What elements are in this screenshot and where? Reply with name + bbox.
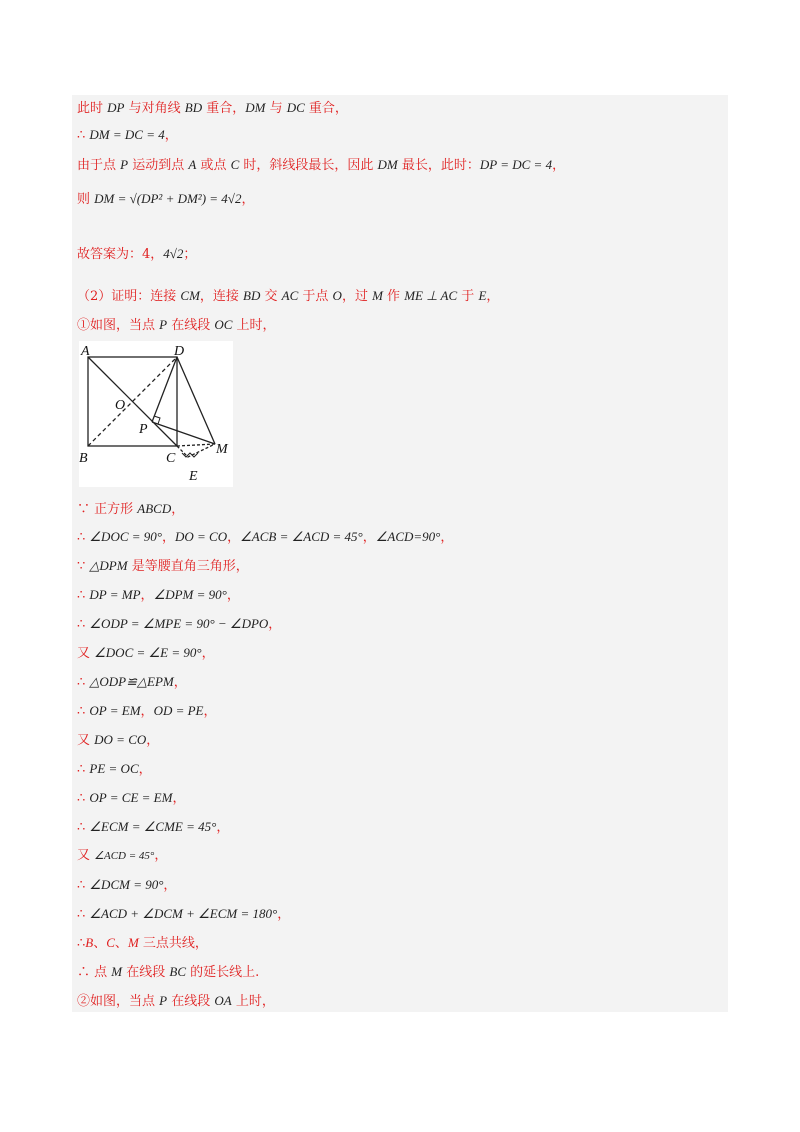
text-line: ∴ ∠DCM = 90°， [77, 877, 177, 893]
text-line: （2）证明：连接 CM，连接 BD 交 AC 于点 O，过 M 作 ME ⊥ AC 于 E， [77, 288, 500, 304]
text-line: ∵ △DPM 是等腰直角三角形， [77, 558, 249, 574]
segment-dm [177, 357, 215, 444]
label-p: P [139, 422, 148, 437]
text-line: ∴ ∠ODP = ∠MPE = 90° − ∠DPO， [77, 616, 282, 632]
segment-pm [152, 422, 215, 444]
label-a: A [81, 344, 90, 359]
square-diagram [79, 341, 233, 487]
text-line: 故答案为：4，4√2； [77, 246, 197, 262]
text-line: 又 DO = CO， [77, 732, 160, 748]
segment-dp [152, 357, 177, 422]
text-line: ①如图，当点 P 在线段 OC 上时， [77, 317, 276, 333]
label-e: E [189, 469, 198, 484]
text-line: ∴ △ODP≌△EPM， [77, 674, 187, 690]
text-line: 此时 DP 与对角线 BD 重合，DM 与 DC 重合， [77, 100, 348, 116]
geometry-figure [79, 341, 233, 487]
text-line: ∴ ∠ECM = ∠CME = 45°， [77, 819, 230, 835]
text-line: ∵ 正方形 ABCD， [77, 501, 185, 517]
label-o: O [115, 398, 126, 413]
text-line: 又 ∠ACD = 45°， [77, 848, 168, 863]
text-line: ∴ ∠DOC = 90°，DO = CO，∠ACB = ∠ACD = 45°，∠ACD=90°， [77, 529, 454, 545]
text-line: 由于点 P 运动到点 A 或点 C 时，斜线段最长，因此 DM 最长，此时：DP = DC = 4， [77, 157, 566, 173]
text-line: ∴ ∠ACD + ∠DCM + ∠ECM = 180°， [77, 906, 291, 922]
text-line: ∴ 点 M 在线段 BC 的延长线上. [77, 964, 260, 980]
text-line: ∴ PE = OC， [77, 761, 152, 777]
label-b: B [79, 451, 88, 466]
text-line: 则 DM = √(DP² + DM²) = 4√2， [77, 191, 255, 207]
text-line: ②如图，当点 P 在线段 OA 上时， [77, 993, 275, 1009]
label-d: D [174, 344, 185, 359]
segment-cm [177, 444, 215, 446]
text-line: 又 ∠DOC = ∠E = 90°， [77, 645, 215, 661]
solution-panel [72, 95, 728, 1012]
text-line: ∴ DP = MP，∠DPM = 90°， [77, 587, 240, 603]
text-line: ∴ OP = EM，OD = PE， [77, 703, 217, 719]
label-c: C [166, 451, 176, 466]
text-line: ∴ DM = DC = 4， [77, 127, 178, 143]
label-m: M [216, 442, 228, 457]
text-line: ∴ OP = CE = EM， [77, 790, 186, 806]
text-line: ∴B、C、M 三点共线， [77, 935, 208, 951]
